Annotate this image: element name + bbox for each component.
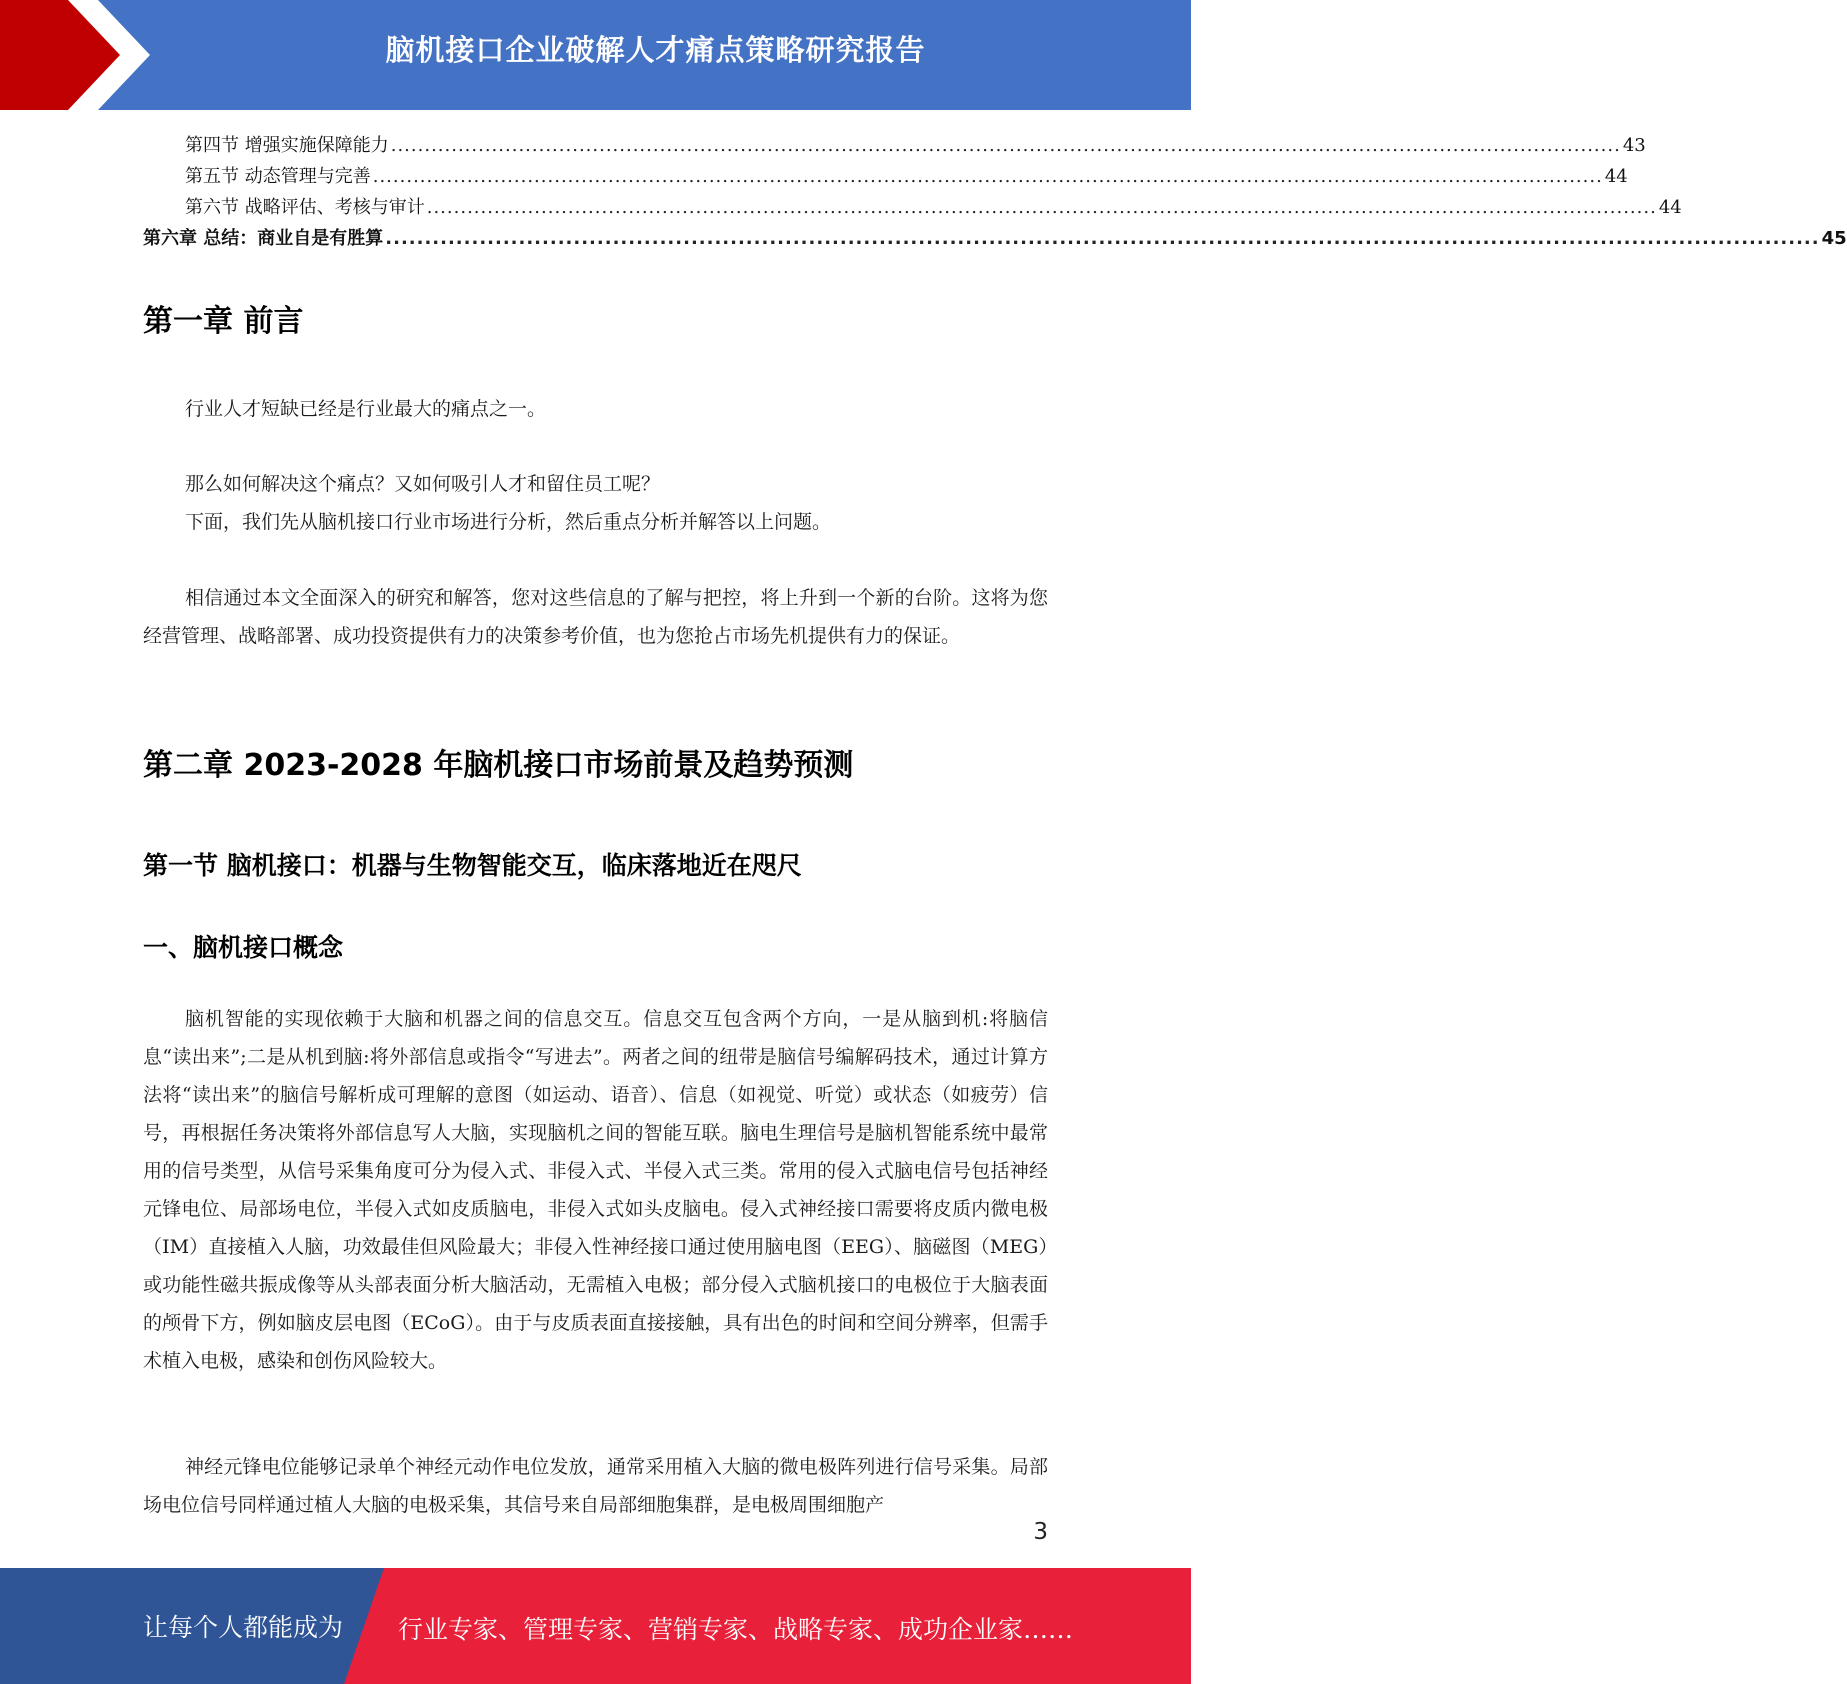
toc-entry-page: 44 bbox=[1604, 166, 1628, 187]
toc-entry[interactable] bbox=[143, 130, 1646, 161]
chapter-2-heading: 第二章 2023-2028 年脑机接口市场前景及趋势预测 bbox=[143, 748, 854, 783]
toc-entry-title: 第六章 总结：商业自是有胜算 bbox=[143, 228, 384, 249]
chapter-1-paragraph-4: 相信通过本文全面深入的研究和解答，您对这些信息的了解与把控，将上升到一个新的台阶。这将为您经营管理、战略部署、成功投资提供有力的决策参考价值，也为您抢占市场先机提供有力的保证。 bbox=[143, 587, 1048, 647]
chapter-1-paragraph-1: 行业人才短缺已经是行业最大的痛点之一。 bbox=[185, 398, 547, 420]
page-footer bbox=[0, 1568, 1191, 1684]
page-header bbox=[0, 0, 1191, 110]
table-of-contents bbox=[143, 130, 1847, 254]
report-title: 脑机接口企业破解人才痛点策略研究报告 bbox=[385, 33, 926, 67]
toc-entry-title: 第四节 增强实施保障能力 bbox=[185, 135, 389, 156]
footer-slogan-left: 让每个人都能成为 bbox=[143, 1613, 344, 1642]
page-number: 3 bbox=[1033, 1519, 1048, 1545]
chapter-1-paragraph-2: 那么如何解决这个痛点？又如何吸引人才和留住员工呢？ bbox=[185, 473, 661, 495]
toc-entry-page: 43 bbox=[1622, 135, 1646, 156]
toc-leader-dots: ....................................................................................................................................................................................... bbox=[372, 166, 1603, 187]
toc-entry[interactable] bbox=[143, 161, 1628, 192]
chapter-1-paragraph-3: 下面，我们先从脑机接口行业市场进行分析，然后重点分析并解答以上问题。 bbox=[185, 511, 832, 533]
chapter-2-paragraph-2: 神经元锋电位能够记录单个神经元动作电位发放，通常采用植入大脑的微电极阵列进行信号采集。局部场电位信号同样通过植人大脑的电极采集，其信号来自局部细胞集群，是电极周围细胞产 bbox=[143, 1456, 1048, 1516]
chapter-2-paragraph-1: 脑机智能的实现依赖于大脑和机器之间的信息交互。信息交互包含两个方向，一是从脑到机:将脑信息“读出来”;二是从机到脑:将外部信息或指令“写进去”。两者之间的纽带是脑信号编解码技术，通过计算方法将“读出来”的脑信号解析成可理解的意图（如运动、语音）、信息（如视觉、听觉）或状态（如疲劳）信号，再根据任务决策将外部信息写人大脑，实现脑机之间的智能互联。脑电生理信号是脑机智能系统中最常用的信号类型，从信号采集角度可分为侵入式、非侵入式、半侵入式三类。常用的侵入式脑电信号包括神经元锋电位、局部场电位，半侵入式如皮质脑电，非侵入式如头皮脑电。侵入式神经接口需要将皮质内微电极（IM）直接植入人脑，功效最佳但风险最大；非侵入性神经接口通过使用脑电图（EEG）、脑磁图（MEG）或功能性磁共振成像等从头部表面分析大脑活动，无需植入电极；部分侵入式脑机接口的电极位于大脑表面的颅骨下方，例如脑皮层电图（ECoG）。由于与皮质表面直接接触，具有出色的时间和空间分辨率，但需手术植入电极，感染和创伤风险较大。 bbox=[143, 1008, 1048, 1372]
toc-entry-title: 第六节 战略评估、考核与审计 bbox=[185, 197, 425, 218]
toc-entry-page: 44 bbox=[1658, 197, 1682, 218]
toc-entry[interactable] bbox=[143, 192, 1682, 223]
section-1-heading: 第一节 脑机接口：机器与生物智能交互，临床落地近在咫尺 bbox=[143, 851, 802, 880]
chapter-1-heading: 第一章 前言 bbox=[143, 304, 304, 339]
toc-leader-dots: ....................................................................................................................................................................................... bbox=[390, 135, 1621, 156]
toc-leader-dots: ....................................................................................................................................................................................... bbox=[426, 197, 1657, 218]
footer-slogan-right: 行业专家、管理专家、营销专家、战略专家、成功企业家…… bbox=[398, 1615, 1074, 1644]
toc-entry-title: 第五节 动态管理与完善 bbox=[185, 166, 371, 187]
toc-leader-dots: ....................................................................................................................................................................................... bbox=[385, 228, 1820, 249]
toc-entry-chapter[interactable] bbox=[143, 223, 1847, 254]
toc-entry-page: 45 bbox=[1821, 228, 1847, 249]
subsection-1-heading: 一、脑机接口概念 bbox=[143, 933, 344, 962]
